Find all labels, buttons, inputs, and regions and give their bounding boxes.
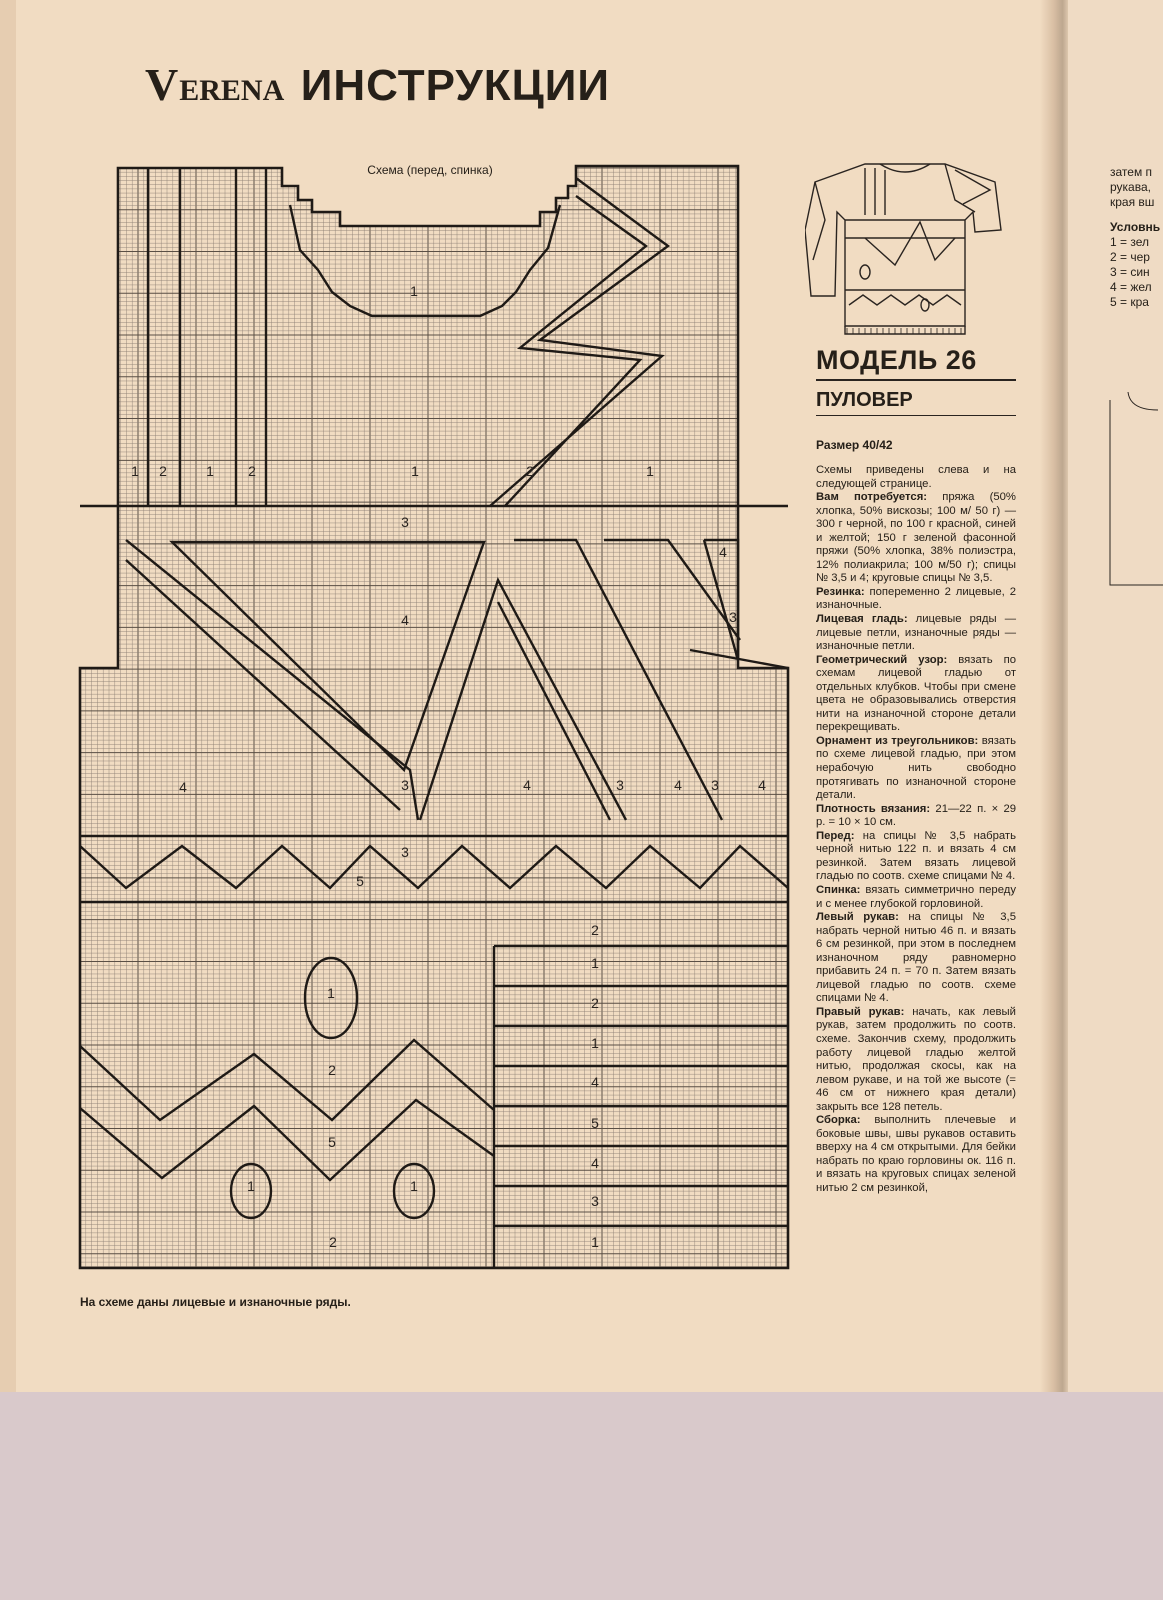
zone-label: 1	[206, 463, 214, 479]
zone-label: 3	[591, 1193, 599, 1209]
page-gutter	[1040, 0, 1070, 1392]
divider	[816, 415, 1016, 416]
instruction-text: на спицы № 3,5 набрать черной нитью 122 п. и вязать 4 см резинкой. Затем вязать лицевой гладью по соотв. схеме спицами № 4.	[816, 829, 1016, 883]
legend-title: Условнь	[1110, 220, 1161, 234]
instruction-label: Резинка:	[816, 585, 865, 598]
legend-item: 2 = чер	[1110, 250, 1150, 264]
instruction-paragraph	[816, 464, 1016, 491]
instruction-label: Вам потребуется:	[816, 491, 928, 504]
zone-label: 1	[327, 985, 335, 1001]
legend-item: 3 = син	[1110, 265, 1150, 279]
legend-item: 1 = зел	[1110, 235, 1149, 249]
neckline-inner	[290, 205, 560, 316]
zone-label: 5	[356, 873, 364, 889]
chart-title: Схема (перед, спинка)	[367, 163, 493, 177]
brand-name: ERENA	[179, 74, 285, 107]
instruction-text: 21—22 п. × 29 р. = 10 × 10 см.	[816, 802, 1017, 829]
chart-grid	[70, 160, 790, 1270]
next-page-line: рукава,	[1110, 180, 1151, 194]
legend-item: 4 = жел	[1110, 280, 1152, 294]
instruction-paragraph	[816, 654, 1016, 735]
instructions-text	[816, 464, 1016, 1196]
zone-label: 4	[719, 544, 727, 560]
instruction-paragraph	[816, 803, 1016, 830]
diagonal-band	[126, 540, 418, 820]
zone-label: 3	[401, 777, 409, 793]
instruction-label: Орнамент из треугольников:	[816, 734, 979, 747]
next-page-schematic	[1068, 370, 1163, 600]
zone-label: 1	[591, 1035, 599, 1051]
product-title: ПУЛОВЕР	[816, 389, 913, 411]
zone-label: 2	[328, 1062, 336, 1078]
zone-label: 1	[646, 463, 654, 479]
zone-label: 3	[401, 514, 409, 530]
instruction-label: Плотность вязания:	[816, 802, 931, 815]
instruction-label: Сборка:	[816, 1114, 861, 1127]
model-title: МОДЕЛЬ 26	[816, 345, 977, 375]
zone-label: 2	[329, 1234, 337, 1250]
next-page-line: края вш	[1110, 195, 1155, 209]
instruction-text: начать, как левый рукав, затем продолжить по соотв. схеме. Закончив схему, продолжить работу лицевой гладью желтой нитью, продолжая скосы, как на левом рукаве, и на той же высоте (= 46 см от нижнего края детали) закрыть все 128 петель.	[816, 1005, 1016, 1113]
zigzag-middle	[80, 1040, 494, 1120]
color-legend	[1110, 235, 1163, 310]
zone-label: 4	[591, 1155, 599, 1171]
instruction-label: Левый рукав:	[816, 911, 899, 924]
instruction-paragraph	[816, 911, 1016, 1006]
zone-label: 2	[591, 922, 599, 938]
legend-item: 5 = кра	[1110, 295, 1149, 309]
instruction-paragraph	[816, 1006, 1016, 1114]
instruction-paragraph	[816, 613, 1016, 654]
chart-caption: На схеме даны лицевые и изнаночные ряды.	[80, 1295, 351, 1309]
zone-label: 1	[410, 283, 418, 299]
instruction-label: Спинка:	[816, 883, 861, 896]
background-surface	[0, 1392, 1163, 1600]
instruction-paragraph	[816, 1114, 1016, 1195]
instruction-text: выполнить плечевые и боковые швы, швы рукавов оставить вверху на 4 см открытыми. Для бейки набрать по краю горловины ок. 116 п. и вязать на круговых спицах зеленой нитью 2 см резинкой,	[816, 1114, 1016, 1194]
instruction-text: вязать по схеме лицевой гладью, при этом нерабочую нить свободно протягивать по изнаночной стороне детали.	[816, 734, 1016, 802]
instruction-label: Правый рукав:	[816, 1005, 905, 1018]
instruction-label: Лицевая гладь:	[816, 613, 908, 626]
zone-label: 1	[591, 1234, 599, 1250]
instructions-column	[816, 345, 1016, 1196]
instruction-label: Перед:	[816, 829, 855, 842]
zone-label: 1	[410, 1178, 418, 1194]
instruction-label: Геометрический узор:	[816, 653, 948, 666]
instruction-text: вязать симметрично переду и с менее глубокой горловиной.	[816, 883, 1016, 910]
next-page-fragment	[1068, 0, 1163, 1392]
instruction-text: лицевые ряды — лицевые петли, изнаночные ряды — изнаночные петли.	[816, 613, 1016, 653]
zone-label: 2	[159, 463, 167, 479]
zone-label: 3	[616, 777, 624, 793]
zone-label: 2	[248, 463, 256, 479]
sweater-illustration	[805, 160, 1005, 338]
instruction-text: вязать по схемам лицевой гладью от отдельных клубков. Чтобы при смене цвета не образовывались отверстия нити на изнаночной стороне детали перекрещивать.	[816, 653, 1016, 734]
zone-label: 1	[131, 463, 139, 479]
instruction-text: на спицы № 3,5 набрать черной нитью 46 п. и вязать 6 см резинкой, при этом в последнем изнаночном ряду равномерно прибавить 24 п. = 70 п. Затем вязать лицевой гладью по соотв. схеме спицами № 4.	[816, 911, 1016, 1005]
instruction-paragraph	[816, 586, 1016, 613]
zone-label: 3	[711, 777, 719, 793]
next-page-lines	[1110, 165, 1163, 210]
brand-initial: V	[145, 59, 180, 110]
zone-label: 3	[401, 844, 409, 860]
zone-label: 2	[591, 995, 599, 1011]
instruction-text: пряжа (50% хлопка, 50% вискозы; 100 м/ 50 г) — 300 г черной, по 100 г красной, синей и желтой; 150 г зеленой фасонной пряжи (50% хлопка, 38% полиэстра, 12% полиакрила; 100 м/50 г); спицы № 3,5 и 4; круговые спицы № 3,5.	[816, 491, 1016, 585]
instruction-paragraph	[816, 491, 1016, 586]
next-page-text	[1110, 165, 1163, 310]
zone-label: 3	[729, 609, 737, 625]
zone-label: 5	[591, 1115, 599, 1131]
size-line: Размер 40/42	[816, 438, 893, 452]
zone-label: 4	[674, 777, 682, 793]
zone-label: 5	[328, 1134, 336, 1150]
instruction-paragraph	[816, 735, 1016, 803]
zone-label: 2	[526, 463, 534, 479]
instruction-paragraph	[816, 830, 1016, 884]
instruction-text: Схемы приведены слева и на следующей странице.	[816, 464, 1016, 490]
zone-label: 1	[411, 463, 419, 479]
zone-label: 4	[758, 777, 766, 793]
zone-label: 4	[401, 612, 409, 628]
zone-label: 1	[591, 955, 599, 971]
zone-label: 4	[591, 1074, 599, 1090]
zone-label: 1	[247, 1178, 255, 1194]
zone-label: 4	[179, 779, 187, 795]
section-title: ИНСТРУКЦИИ	[300, 61, 611, 110]
instruction-paragraph	[816, 884, 1016, 911]
next-page-line: затем п	[1110, 165, 1153, 179]
instruction-text: попеременно 2 лицевые, 2 изнаночные.	[816, 585, 1016, 612]
divider	[816, 379, 1016, 381]
zone-label: 4	[523, 777, 531, 793]
